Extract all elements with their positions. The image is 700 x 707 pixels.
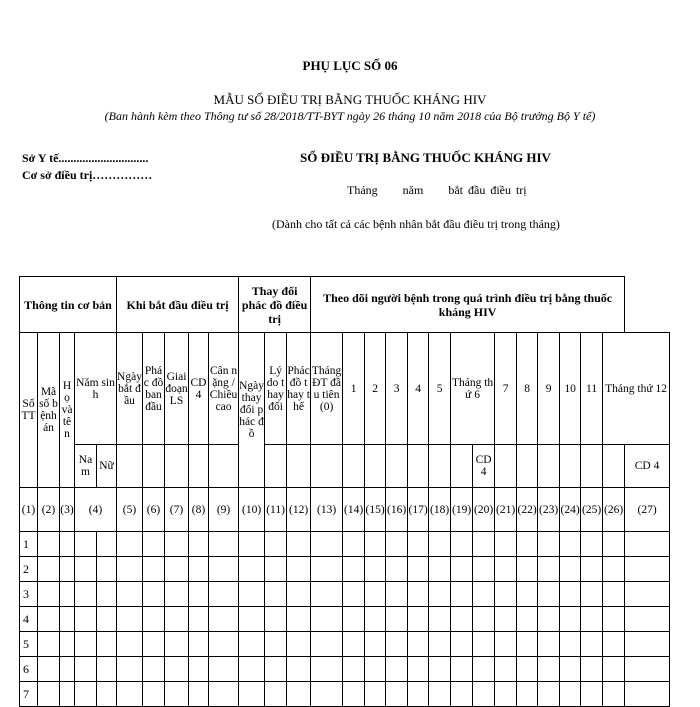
entry-cell[interactable] (451, 632, 473, 657)
entry-cell[interactable] (343, 632, 365, 657)
col-male: Nam (75, 445, 97, 488)
entry-cell[interactable] (97, 657, 117, 682)
entry-cell[interactable] (143, 532, 165, 557)
entry-cell[interactable] (287, 582, 311, 607)
empty-header-cell (209, 445, 239, 488)
entry-cell[interactable] (451, 657, 473, 682)
entry-cell[interactable] (38, 557, 60, 582)
col-month-1: 1 (343, 333, 365, 445)
entry-cell[interactable] (581, 632, 603, 657)
empty-header-cell (311, 445, 343, 488)
col-initial-regimen: Phác đồ ban đầu (143, 333, 165, 445)
entry-cell[interactable] (143, 557, 165, 582)
column-number-cell: (13) (311, 488, 343, 532)
column-number-cell: (22) (517, 488, 538, 532)
col-full-name: Họ và tên (60, 333, 75, 488)
entry-cell[interactable] (38, 657, 60, 682)
entry-cell[interactable] (581, 532, 603, 557)
entry-cell[interactable] (189, 557, 209, 582)
entry-cell[interactable] (60, 557, 75, 582)
entry-cell[interactable] (408, 607, 429, 632)
empty-header-cell (560, 445, 581, 488)
empty-header-cell (517, 445, 538, 488)
group-follow-up: Theo dõi người bệnh trong quá trình điều trị bằng thuốc kháng HIV (311, 277, 625, 333)
entry-cell[interactable] (625, 657, 670, 682)
empty-header-cell (165, 445, 189, 488)
empty-header-cell (386, 445, 408, 488)
month-label: Tháng (347, 183, 378, 197)
entry-cell[interactable] (60, 632, 75, 657)
column-number-cell: (4) (75, 488, 117, 532)
entry-cell[interactable] (265, 582, 287, 607)
entry-cell[interactable] (75, 632, 97, 657)
entry-cell[interactable] (451, 682, 473, 707)
entry-cell[interactable] (117, 632, 143, 657)
row-number: 3 (20, 582, 38, 607)
entry-cell[interactable] (473, 657, 495, 682)
entry-cell[interactable] (365, 532, 386, 557)
col-month-3: 3 (386, 333, 408, 445)
col-new-regimen: Phác đồ thay thế (287, 333, 311, 445)
empty-header-cell (429, 445, 451, 488)
col-clinical-stage: Giai đoạn LS (165, 333, 189, 445)
group-regimen-change: Thay đổi phác đồ điều trị (239, 277, 311, 333)
entry-cell[interactable] (451, 582, 473, 607)
entry-cell[interactable] (408, 582, 429, 607)
entry-cell[interactable] (538, 557, 560, 582)
entry-cell[interactable] (386, 532, 408, 557)
col-change-reason: Lý do thay đổi (265, 333, 287, 445)
col-month-12: Tháng thứ 12 (603, 333, 670, 445)
entry-cell[interactable] (75, 557, 97, 582)
entry-cell[interactable] (239, 682, 265, 707)
col-month-2: 2 (365, 333, 386, 445)
entry-cell[interactable] (60, 657, 75, 682)
entry-cell[interactable] (625, 582, 670, 607)
entry-cell[interactable] (60, 532, 75, 557)
entry-cell[interactable] (287, 557, 311, 582)
entry-cell[interactable] (386, 557, 408, 582)
empty-header-cell (117, 445, 143, 488)
entry-cell[interactable] (495, 557, 517, 582)
form-title: MẪU SỔ ĐIỀU TRỊ BẰNG THUỐC KHÁNG HIV (213, 92, 487, 107)
entry-cell[interactable] (265, 657, 287, 682)
entry-cell[interactable] (538, 657, 560, 682)
column-number-cell: (24) (560, 488, 581, 532)
entry-cell[interactable] (38, 682, 60, 707)
column-number-cell: (14) (343, 488, 365, 532)
start-label: bắt đầu điều trị (448, 183, 527, 197)
entry-cell[interactable] (239, 557, 265, 582)
entry-cell[interactable] (560, 657, 581, 682)
table-row (20, 682, 670, 707)
register-body (20, 532, 670, 707)
entry-cell[interactable] (75, 607, 97, 632)
entry-cell[interactable] (603, 632, 625, 657)
entry-cell[interactable] (473, 557, 495, 582)
entry-cell[interactable] (581, 557, 603, 582)
entry-cell[interactable] (538, 632, 560, 657)
entry-cell[interactable] (365, 607, 386, 632)
entry-cell[interactable] (581, 582, 603, 607)
entry-cell[interactable] (538, 532, 560, 557)
row-number: 7 (20, 682, 38, 707)
entry-cell[interactable] (97, 532, 117, 557)
empty-header-cell (538, 445, 560, 488)
table-row (20, 632, 670, 657)
group-basic-info: Thông tin cơ bản (20, 277, 117, 333)
entry-cell[interactable] (517, 557, 538, 582)
entry-cell[interactable] (429, 557, 451, 582)
month-line (347, 183, 527, 198)
entry-cell[interactable] (209, 657, 239, 682)
entry-cell[interactable] (386, 632, 408, 657)
table-row (20, 532, 670, 557)
entry-cell[interactable] (473, 607, 495, 632)
column-number-cell: (17) (408, 488, 429, 532)
entry-cell[interactable] (97, 682, 117, 707)
entry-cell[interactable] (209, 532, 239, 557)
entry-cell[interactable] (60, 582, 75, 607)
entry-cell[interactable] (517, 657, 538, 682)
entry-cell[interactable] (239, 657, 265, 682)
entry-cell[interactable] (75, 682, 97, 707)
entry-cell[interactable] (386, 607, 408, 632)
col-record-code: Mã số bệnh án (38, 333, 60, 488)
entry-cell[interactable] (343, 607, 365, 632)
entry-cell[interactable] (495, 657, 517, 682)
entry-cell[interactable] (165, 532, 189, 557)
empty-header-cell (343, 445, 365, 488)
empty-header-cell (265, 445, 287, 488)
entry-cell[interactable] (311, 682, 343, 707)
group-start-treatment: Khi bắt đầu điều trị (117, 277, 239, 333)
entry-cell[interactable] (408, 632, 429, 657)
entry-cell[interactable] (239, 632, 265, 657)
column-number-cell: (26) (603, 488, 625, 532)
entry-cell[interactable] (165, 557, 189, 582)
entry-cell[interactable] (386, 582, 408, 607)
entry-cell[interactable] (143, 582, 165, 607)
entry-cell[interactable] (75, 657, 97, 682)
column-number-cell: (25) (581, 488, 603, 532)
column-number-cell: (5) (117, 488, 143, 532)
empty-header-cell (581, 445, 603, 488)
empty-header-cell (495, 445, 517, 488)
entry-cell[interactable] (209, 632, 239, 657)
entry-cell[interactable] (239, 607, 265, 632)
entry-cell[interactable] (311, 657, 343, 682)
column-number-cell: (19) (451, 488, 473, 532)
col-month-5: 5 (429, 333, 451, 445)
col-month-6: Tháng thứ 6 (451, 333, 495, 445)
entry-cell[interactable] (143, 682, 165, 707)
entry-cell[interactable] (343, 532, 365, 557)
entry-cell[interactable] (117, 607, 143, 632)
entry-cell[interactable] (343, 582, 365, 607)
column-number-cell: (23) (538, 488, 560, 532)
entry-cell[interactable] (625, 682, 670, 707)
entry-cell[interactable] (625, 607, 670, 632)
entry-cell[interactable] (265, 557, 287, 582)
entry-cell[interactable] (408, 532, 429, 557)
entry-cell[interactable] (581, 657, 603, 682)
row-number: 2 (20, 557, 38, 582)
column-number-cell: (18) (429, 488, 451, 532)
entry-cell[interactable] (603, 607, 625, 632)
entry-cell[interactable] (517, 582, 538, 607)
entry-cell[interactable] (311, 557, 343, 582)
entry-cell[interactable] (560, 582, 581, 607)
entry-cell[interactable] (625, 557, 670, 582)
entry-cell[interactable] (311, 607, 343, 632)
entry-cell[interactable] (97, 607, 117, 632)
entry-cell[interactable] (209, 607, 239, 632)
entry-cell[interactable] (265, 607, 287, 632)
entry-cell[interactable] (538, 582, 560, 607)
entry-cell[interactable] (495, 682, 517, 707)
entry-cell[interactable] (60, 682, 75, 707)
entry-cell[interactable] (365, 657, 386, 682)
entry-cell[interactable] (408, 657, 429, 682)
entry-cell[interactable] (495, 532, 517, 557)
col-month-7: 7 (495, 333, 517, 445)
table-row (20, 582, 670, 607)
column-number-cell: (10) (239, 488, 265, 532)
column-number-cell: (1) (20, 488, 38, 532)
col-cd4-month-12: CD 4 (625, 445, 670, 488)
entry-cell[interactable] (581, 607, 603, 632)
col-birth-year: Năm sinh (75, 333, 117, 445)
empty-header-cell (287, 445, 311, 488)
column-number-cell: (6) (143, 488, 165, 532)
entry-cell[interactable] (386, 682, 408, 707)
entry-cell[interactable] (517, 607, 538, 632)
col-cd4: CD 4 (189, 333, 209, 445)
entry-cell[interactable] (473, 582, 495, 607)
entry-cell[interactable] (429, 607, 451, 632)
entry-cell[interactable] (189, 682, 209, 707)
column-number-cell: (12) (287, 488, 311, 532)
entry-cell[interactable] (517, 682, 538, 707)
column-number-cell: (21) (495, 488, 517, 532)
treatment-register-table (19, 276, 670, 707)
column-number-cell: (8) (189, 488, 209, 532)
facility-label: Cơ sở điều trị…………… (22, 168, 153, 182)
column-number-cell: (11) (265, 488, 287, 532)
col-month-4: 4 (408, 333, 429, 445)
entry-cell[interactable] (287, 532, 311, 557)
entry-cell[interactable] (603, 532, 625, 557)
entry-cell[interactable] (287, 607, 311, 632)
entry-cell[interactable] (473, 682, 495, 707)
entry-cell[interactable] (429, 582, 451, 607)
entry-cell[interactable] (538, 607, 560, 632)
column-number-cell: (16) (386, 488, 408, 532)
entry-cell[interactable] (38, 632, 60, 657)
entry-cell[interactable] (117, 582, 143, 607)
entry-cell[interactable] (143, 632, 165, 657)
book-title: SỔ ĐIỀU TRỊ BẰNG THUỐC KHÁNG HIV (300, 150, 551, 165)
entry-cell[interactable] (603, 582, 625, 607)
entry-cell[interactable] (560, 532, 581, 557)
entry-cell[interactable] (143, 607, 165, 632)
year-label: năm (402, 183, 424, 197)
entry-cell[interactable] (165, 657, 189, 682)
col-month-9: 9 (538, 333, 560, 445)
entry-cell[interactable] (165, 582, 189, 607)
entry-cell[interactable] (451, 532, 473, 557)
empty-header-cell (603, 445, 625, 488)
scope-note: (Dành cho tất cả các bệnh nhân bắt đầu điều trị trong tháng) (272, 217, 560, 231)
entry-cell[interactable] (429, 657, 451, 682)
entry-cell[interactable] (239, 532, 265, 557)
entry-cell[interactable] (473, 632, 495, 657)
entry-cell[interactable] (495, 582, 517, 607)
entry-cell[interactable] (311, 532, 343, 557)
column-number-row (20, 488, 670, 532)
col-weight-height: Cân nặng / Chiều cao (209, 333, 239, 445)
entry-cell[interactable] (287, 657, 311, 682)
entry-cell[interactable] (365, 632, 386, 657)
entry-cell[interactable] (408, 682, 429, 707)
entry-cell[interactable] (517, 532, 538, 557)
entry-cell[interactable] (311, 632, 343, 657)
col-female: Nữ (97, 445, 117, 488)
entry-cell[interactable] (189, 657, 209, 682)
entry-cell[interactable] (517, 632, 538, 657)
empty-header-cell (143, 445, 165, 488)
entry-cell[interactable] (165, 632, 189, 657)
entry-cell[interactable] (343, 657, 365, 682)
table-row (20, 607, 670, 632)
entry-cell[interactable] (451, 607, 473, 632)
col-month-0: Tháng ĐT đầu tiên (0) (311, 333, 343, 445)
column-number-cell: (3) (60, 488, 75, 532)
entry-cell[interactable] (75, 582, 97, 607)
empty-header-cell (451, 445, 473, 488)
entry-cell[interactable] (265, 682, 287, 707)
empty-header-cell (365, 445, 386, 488)
entry-cell[interactable] (38, 607, 60, 632)
row-number: 4 (20, 607, 38, 632)
entry-cell[interactable] (560, 632, 581, 657)
col-month-10: 10 (560, 333, 581, 445)
column-number-cell: (20) (473, 488, 495, 532)
entry-cell[interactable] (117, 657, 143, 682)
entry-cell[interactable] (581, 682, 603, 707)
entry-cell[interactable] (165, 607, 189, 632)
entry-cell[interactable] (189, 607, 209, 632)
entry-cell[interactable] (625, 632, 670, 657)
entry-cell[interactable] (117, 557, 143, 582)
empty-header-cell (189, 445, 209, 488)
entry-cell[interactable] (209, 557, 239, 582)
entry-cell[interactable] (429, 682, 451, 707)
table-row (20, 557, 670, 582)
entry-cell[interactable] (603, 557, 625, 582)
entry-cell[interactable] (165, 682, 189, 707)
col-month-11: 11 (581, 333, 603, 445)
entry-cell[interactable] (97, 582, 117, 607)
entry-cell[interactable] (97, 557, 117, 582)
entry-cell[interactable] (429, 532, 451, 557)
row-number: 5 (20, 632, 38, 657)
entry-cell[interactable] (365, 582, 386, 607)
entry-cell[interactable] (560, 682, 581, 707)
entry-cell[interactable] (38, 532, 60, 557)
column-number-cell: (7) (165, 488, 189, 532)
entry-cell[interactable] (287, 632, 311, 657)
col-cd4-month-6: CD 4 (473, 445, 495, 488)
entry-cell[interactable] (209, 682, 239, 707)
entry-cell[interactable] (60, 607, 75, 632)
column-number-cell: (2) (38, 488, 60, 532)
entry-cell[interactable] (603, 657, 625, 682)
appendix-title: PHỤ LỤC SỐ 06 (302, 58, 398, 73)
col-month-8: 8 (517, 333, 538, 445)
entry-cell[interactable] (560, 607, 581, 632)
entry-cell[interactable] (429, 632, 451, 657)
entry-cell[interactable] (117, 682, 143, 707)
entry-cell[interactable] (408, 557, 429, 582)
entry-cell[interactable] (603, 682, 625, 707)
entry-cell[interactable] (265, 532, 287, 557)
entry-cell[interactable] (560, 557, 581, 582)
entry-cell[interactable] (495, 607, 517, 632)
decree-note: (Ban hành kèm theo Thông tư số 28/2018/TT-BYT ngày 26 tháng 10 năm 2018 của Bộ trưởng Bộ Y tế) (104, 109, 596, 123)
entry-cell[interactable] (495, 632, 517, 657)
entry-cell[interactable] (265, 632, 287, 657)
entry-cell[interactable] (343, 682, 365, 707)
entry-cell[interactable] (451, 557, 473, 582)
entry-cell[interactable] (209, 582, 239, 607)
entry-cell[interactable] (75, 532, 97, 557)
department-label: Sở Y tế.............................. (22, 151, 149, 165)
entry-cell[interactable] (365, 557, 386, 582)
entry-cell[interactable] (38, 582, 60, 607)
entry-cell[interactable] (97, 632, 117, 657)
col-stt: Số TT (20, 333, 38, 488)
entry-cell[interactable] (365, 682, 386, 707)
column-number-cell: (15) (365, 488, 386, 532)
entry-cell[interactable] (287, 682, 311, 707)
entry-cell[interactable] (311, 582, 343, 607)
table-row (20, 657, 670, 682)
entry-cell[interactable] (189, 632, 209, 657)
entry-cell[interactable] (189, 532, 209, 557)
entry-cell[interactable] (117, 532, 143, 557)
col-start-date: Ngày bắt đầu (117, 333, 143, 445)
row-number: 6 (20, 657, 38, 682)
entry-cell[interactable] (143, 657, 165, 682)
row-number: 1 (20, 532, 38, 557)
entry-cell[interactable] (538, 682, 560, 707)
entry-cell[interactable] (386, 657, 408, 682)
entry-cell[interactable] (625, 532, 670, 557)
col-change-date: Ngày thay đổi phác đồ (239, 333, 265, 488)
entry-cell[interactable] (189, 582, 209, 607)
column-number-cell: (27) (625, 488, 670, 532)
entry-cell[interactable] (343, 557, 365, 582)
entry-cell[interactable] (473, 532, 495, 557)
empty-header-cell (408, 445, 429, 488)
column-number-cell: (9) (209, 488, 239, 532)
entry-cell[interactable] (239, 582, 265, 607)
